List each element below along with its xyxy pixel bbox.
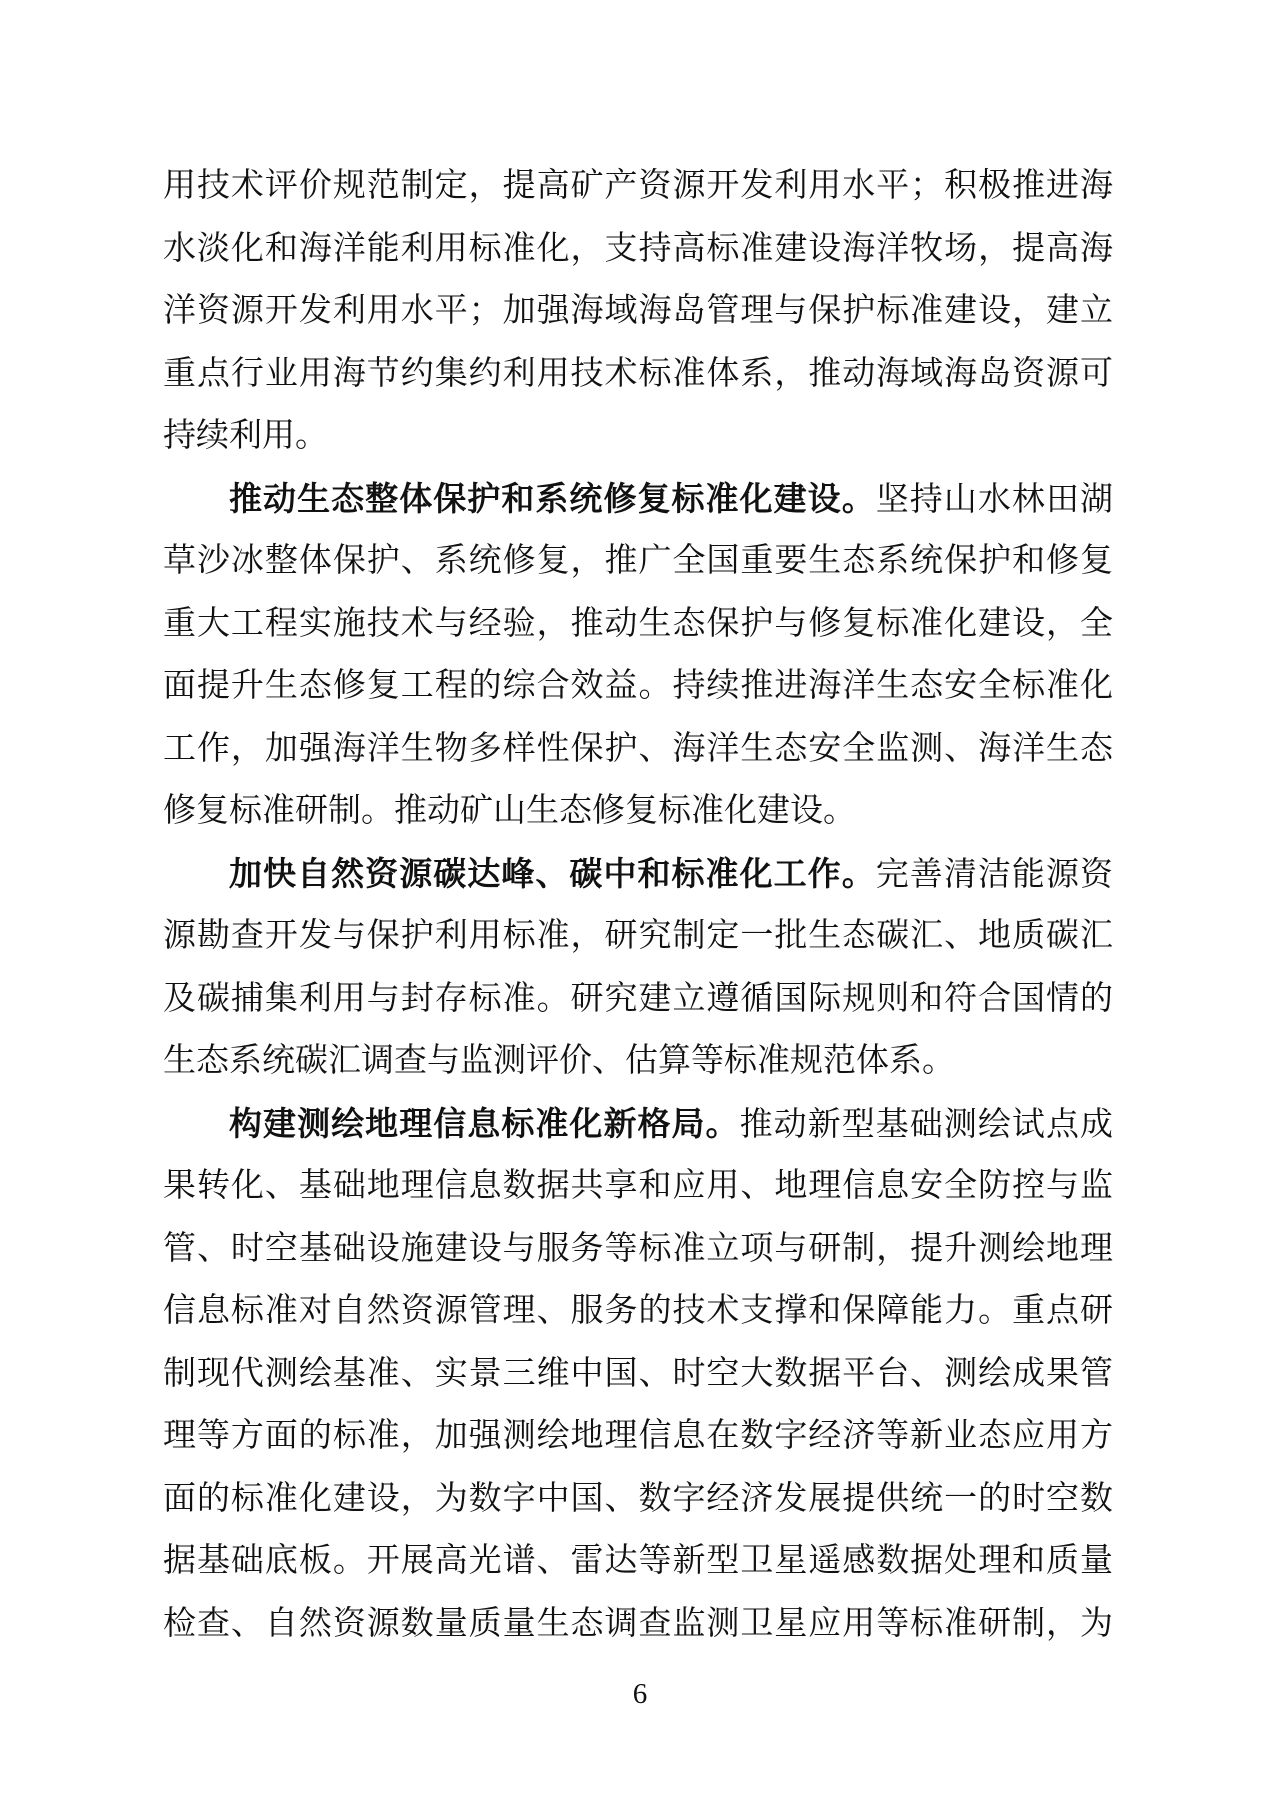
paragraph-lead-bold: 推动生态整体保护和系统修复标准化建设。 — [229, 479, 876, 517]
text-line — [163, 968, 1113, 1031]
line-text: 重点行业用海节约集约利用技术标准体系，推动海域海岛资源可 — [163, 355, 1113, 392]
text-line — [163, 1155, 1113, 1218]
line-text: 据基础底板。开展高光谱、雷达等新型卫星遥感数据处理和质量 — [163, 1543, 1113, 1579]
text-line — [163, 405, 1113, 468]
text-line — [163, 1405, 1113, 1468]
line-text: 制现代测绘基准、实景三维中国、时空大数据平台、测绘成果管 — [163, 1355, 1113, 1392]
text-line — [163, 843, 1113, 906]
line-text: 持续利用。 — [163, 418, 328, 454]
text-line — [163, 1093, 1113, 1156]
text-line — [163, 905, 1113, 968]
text-line — [163, 1030, 1113, 1093]
text-line — [163, 780, 1113, 843]
text-line — [163, 280, 1113, 343]
line-text: 草沙冰整体保护、系统修复，推广全国重要生态系统保护和修复 — [163, 543, 1113, 579]
text-line — [163, 1343, 1113, 1406]
line-text: 推动新型基础测绘试点成 — [739, 1106, 1113, 1143]
text-line — [163, 530, 1113, 593]
page-number: 6 — [632, 1678, 648, 1710]
paragraph-lead-bold: 构建测绘地理信息标准化新格局。 — [229, 1104, 740, 1142]
line-text: 生态系统碳汇调查与监测评价、估算等标准规范体系。 — [163, 1043, 955, 1079]
text-line — [163, 1468, 1113, 1531]
text-line — [163, 1530, 1113, 1593]
line-text: 检查、自然资源数量质量生态调查监测卫星应用等标准研制，为 — [163, 1605, 1113, 1642]
line-text: 用技术评价规范制定，提高矿产资源开发利用水平；积极推进海 — [163, 168, 1113, 204]
line-text: 理等方面的标准，加强测绘地理信息在数字经济等新业态应用方 — [163, 1418, 1113, 1454]
text-line — [163, 718, 1113, 781]
text-line — [163, 1593, 1113, 1656]
line-text: 面提升生态修复工程的综合效益。持续推进海洋生态安全标准化 — [163, 668, 1113, 704]
text-line — [163, 1280, 1113, 1343]
line-text: 洋资源开发利用水平；加强海域海岛管理与保护标准建设，建立 — [163, 293, 1113, 329]
text-line — [163, 343, 1113, 406]
text-line — [163, 1218, 1113, 1281]
text-line — [163, 468, 1113, 531]
document-body — [163, 155, 1113, 1655]
line-text: 面的标准化建设，为数字中国、数字经济发展提供统一的时空数 — [163, 1480, 1113, 1517]
text-line — [163, 593, 1113, 656]
line-text: 修复标准研制。推动矿山生态修复标准化建设。 — [163, 793, 856, 829]
line-text: 信息标准对自然资源管理、服务的技术支撑和保障能力。重点研 — [163, 1293, 1113, 1329]
line-text: 完善清洁能源资 — [875, 856, 1113, 893]
text-line — [163, 155, 1113, 218]
line-text: 源勘查开发与保护利用标准，研究制定一批生态碳汇、地质碳汇 — [163, 918, 1113, 954]
line-text: 坚持山水林田湖 — [875, 481, 1113, 518]
paragraph-lead-bold: 加快自然资源碳达峰、碳中和标准化工作。 — [229, 854, 876, 892]
line-text: 工作，加强海洋生物多样性保护、海洋生态安全监测、海洋生态 — [163, 730, 1113, 767]
text-line — [163, 655, 1113, 718]
line-text: 重大工程实施技术与经验，推动生态保护与修复标准化建设，全 — [163, 605, 1113, 642]
line-text: 及碳捕集利用与封存标准。研究建立遵循国际规则和符合国情的 — [163, 980, 1113, 1017]
line-text: 果转化、基础地理信息数据共享和应用、地理信息安全防控与监 — [163, 1168, 1113, 1204]
line-text: 管、时空基础设施建设与服务等标准立项与研制，提升测绘地理 — [163, 1230, 1113, 1267]
text-line — [163, 218, 1113, 281]
line-text: 水淡化和海洋能利用标准化，支持高标准建设海洋牧场，提高海 — [163, 230, 1113, 267]
